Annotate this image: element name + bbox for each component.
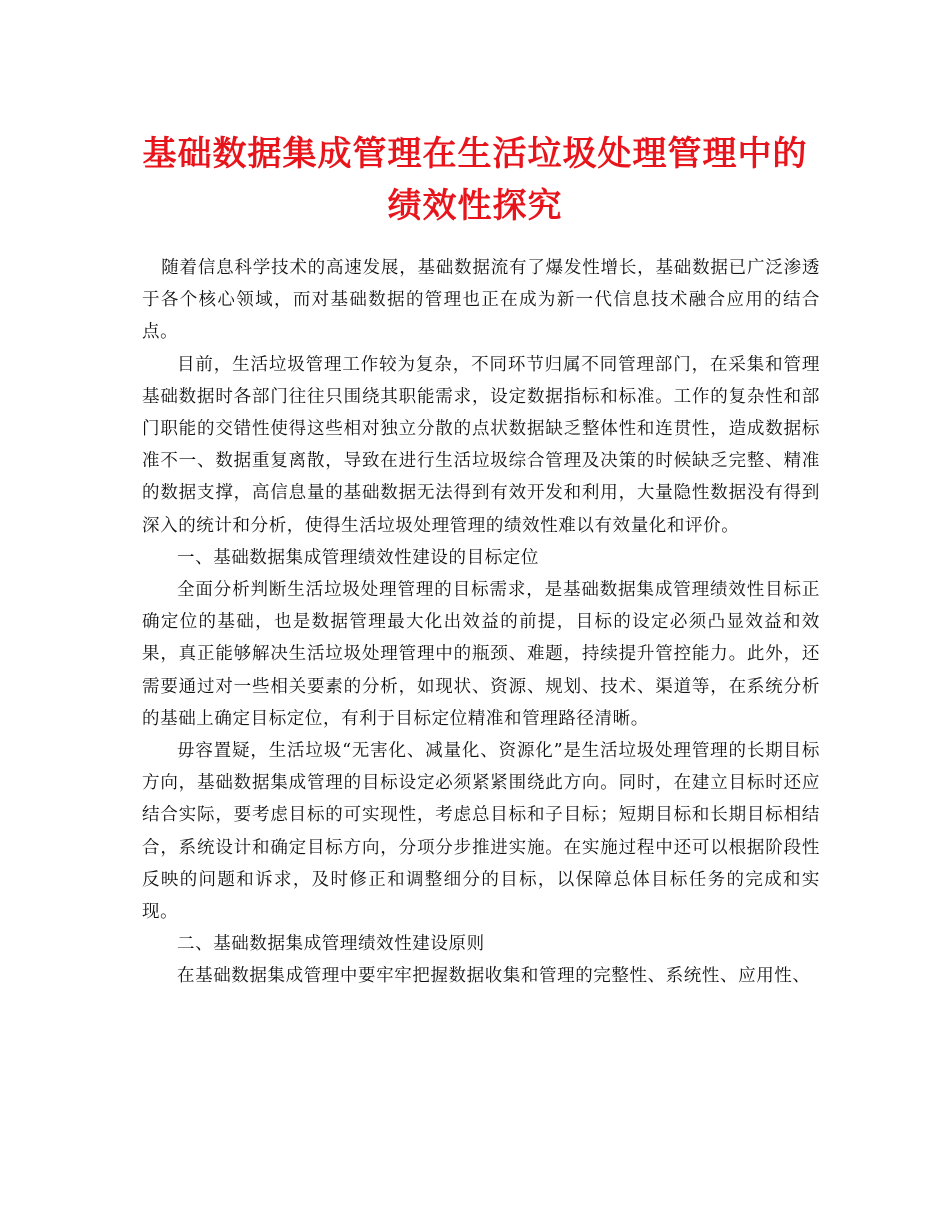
paragraph-principles: 在基础数据集成管理中要牢牢把握数据收集和管理的完整性、系统性、应用性、: [177, 966, 811, 987]
paragraph-intro: 随着信息科学技术的高速发展，基础数据流有了爆发性增长，基础数据已广泛渗透于各个核心领域，而对基础数据的管理也正在成为新一代信息技术融合应用的结合点。: [142, 258, 820, 343]
title-line-1: 基础数据集成管理在生活垃圾处理管理中的: [142, 134, 808, 174]
section-heading-2: 二、基础数据集成管理绩效性建设原则: [177, 934, 485, 955]
paragraph-current-situation: 目前，生活垃圾管理工作较为复杂，不同环节归属不同管理部门，在采集和管理基础数据时各部门往往只围绕其职能需求，设定数据指标和标准。工作的复杂性和部门职能的交错性使得这些相对独立分散的点状数据缺乏整体性和连贯性，造成数据标准不一、数据重复离散，导致在进行生活垃圾综合管理及决策的时候缺乏完整、精准的数据支撑，高信息量的基础数据无法得到有效开发和利用，大量隐性数据没有得到深入的统计和分析，使得生活垃圾处理管理的绩效性难以有效量化和评价。: [142, 354, 820, 536]
section-heading-1: 一、基础数据集成管理绩效性建设的目标定位: [177, 547, 539, 568]
document-title: [120, 128, 830, 232]
paragraph-target-direction: 毋容置疑，生活垃圾“无害化、减量化、资源化”是生活垃圾处理管理的长期目标方向，基础数据集成管理的目标设定必须紧紧围绕此方向。同时，在建立目标时还应结合实际，要考虑目标的可实现性，考虑总目标和子目标；短期目标和长期目标相结合，系统设计和确定目标方向，分项分步推进实施。在实施过程中还可以根据阶段性反映的问题和诉求，及时修正和调整细分的目标，以保障总体目标任务的完成和实现。: [142, 741, 820, 923]
document-body: [142, 252, 820, 993]
paragraph-target-analysis: 全面分析判断生活垃圾处理管理的目标需求，是基础数据集成管理绩效性目标正确定位的基础，也是数据管理最大化出效益的前提，目标的设定必须凸显效益和效果，真正能够解决生活垃圾处理管理中的瓶颈、难题，持续提升管控能力。此外，还需要通过对一些相关要素的分析，如现状、资源、规划、技术、渠道等，在系统分析的基础上确定目标定位，有利于目标定位精准和管理路径清晰。: [142, 580, 820, 729]
title-line-2: 绩效性探究: [387, 186, 563, 226]
